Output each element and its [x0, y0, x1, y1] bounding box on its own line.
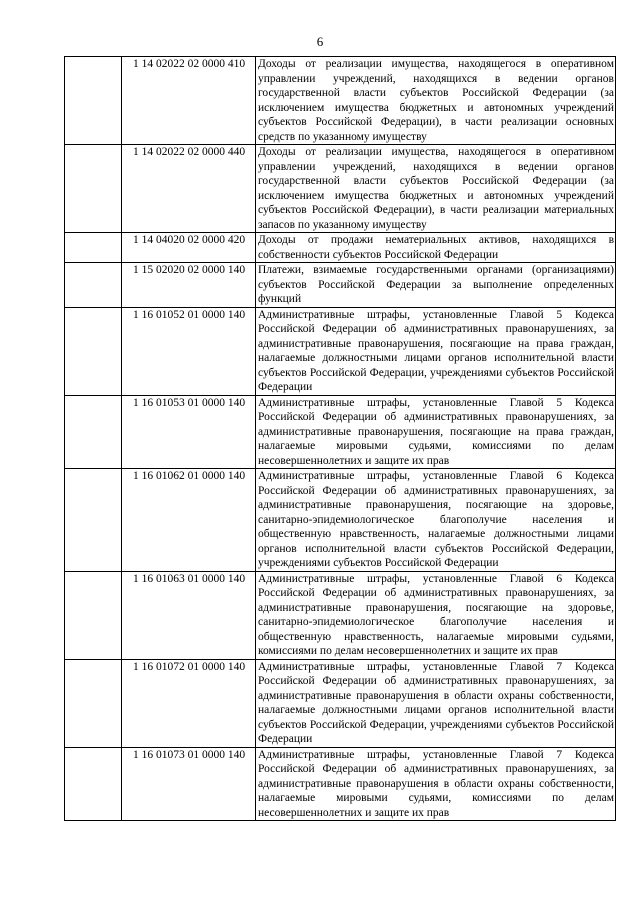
- income-description: Административные штрафы, установленные Главой 6 Кодекса Российской Федерации об административных правонарушениях, за административные правонарушения, посягающие на здоровье, санитарно-эпидемиологическое благополучие населения и общественную нравственность, налагаемые должностными лицами органов исполнительной власти субъектов Российской Федерации, учреждениями субъектов Российской Федерации: [256, 469, 616, 572]
- table-row: [65, 395, 616, 469]
- income-code: 1 14 02022 02 0000 410: [122, 57, 256, 145]
- income-codes-table: [64, 56, 616, 821]
- income-code: 1 14 04020 02 0000 420: [122, 233, 256, 263]
- income-description: Доходы от реализации имущества, находящегося в оперативном управлении учреждений, находящихся в ведении органов государственной власти субъектов Российской Федерации (за исключением имущества бюджетных и автономных учреждений субъектов Российской Федерации), в части реализации основных средств по указанному имуществу: [256, 57, 616, 145]
- empty-cell: [65, 57, 122, 145]
- table-row: [65, 233, 616, 263]
- income-description: Административные штрафы, установленные Главой 7 Кодекса Российской Федерации об административных правонарушениях, за административные правонарушения в области охраны собственности, налагаемые должностными лицами органов исполнительной власти субъектов Российской Федерации, учреждениями субъектов Российской Федерации: [256, 659, 616, 747]
- table-row: [65, 469, 616, 572]
- empty-cell: [65, 469, 122, 572]
- income-code: 1 16 01053 01 0000 140: [122, 395, 256, 469]
- income-description: Доходы от реализации имущества, находящегося в оперативном управлении учреждений, находящихся в ведении органов государственной власти субъектов Российской Федерации (за исключением имущества бюджетных и автономных учреждений субъектов Российской Федерации), в части реализации материальных запасов по указанному имуществу: [256, 145, 616, 233]
- income-code: 1 16 01052 01 0000 140: [122, 307, 256, 395]
- income-code: 1 14 02022 02 0000 440: [122, 145, 256, 233]
- empty-cell: [65, 747, 122, 821]
- income-description: Доходы от продажи нематериальных активов, находящихся в собственности субъектов Российской Федерации: [256, 233, 616, 263]
- empty-cell: [65, 145, 122, 233]
- income-description: Платежи, взимаемые государственными органами (организациями) субъектов Российской Федерации за выполнение определенных функций: [256, 263, 616, 308]
- table-body: [65, 57, 616, 821]
- income-code: 1 16 01072 01 0000 140: [122, 659, 256, 747]
- income-description: Административные штрафы, установленные Главой 5 Кодекса Российской Федерации об административных правонарушениях, за административные правонарушения, посягающие на права граждан, налагаемые должностными лицами органов исполнительной власти субъектов Российской Федерации, учреждениями субъектов Российской Федерации: [256, 307, 616, 395]
- table-row: [65, 747, 616, 821]
- empty-cell: [65, 571, 122, 659]
- income-code: 1 16 01073 01 0000 140: [122, 747, 256, 821]
- table-row: [65, 571, 616, 659]
- income-code: 1 16 01062 01 0000 140: [122, 469, 256, 572]
- empty-cell: [65, 395, 122, 469]
- income-code: 1 15 02020 02 0000 140: [122, 263, 256, 308]
- table-row: [65, 57, 616, 145]
- income-description: Административные штрафы, установленные Главой 5 Кодекса Российской Федерации об административных правонарушениях, за административные правонарушения, посягающие на права граждан, налагаемые мировыми судьями, комиссиями по делам несовершеннолетних и защите их прав: [256, 395, 616, 469]
- empty-cell: [65, 659, 122, 747]
- table-row: [65, 307, 616, 395]
- income-code: 1 16 01063 01 0000 140: [122, 571, 256, 659]
- empty-cell: [65, 233, 122, 263]
- empty-cell: [65, 263, 122, 308]
- empty-cell: [65, 307, 122, 395]
- income-description: Административные штрафы, установленные Главой 7 Кодекса Российской Федерации об административных правонарушениях, за административные правонарушения в области охраны собственности, налагаемые мировыми судьями, комиссиями по делам несовершеннолетних и защите их прав: [256, 747, 616, 821]
- page-number: 6: [316, 34, 324, 49]
- table-row: [65, 263, 616, 308]
- table-row: [65, 659, 616, 747]
- table-row: [65, 145, 616, 233]
- income-description: Административные штрафы, установленные Главой 6 Кодекса Российской Федерации об административных правонарушениях, за административные правонарушения, посягающие на здоровье, санитарно-эпидемиологическое благополучие населения и общественную нравственность, налагаемые мировыми судьями, комиссиями по делам несовершеннолетних и защите их прав: [256, 571, 616, 659]
